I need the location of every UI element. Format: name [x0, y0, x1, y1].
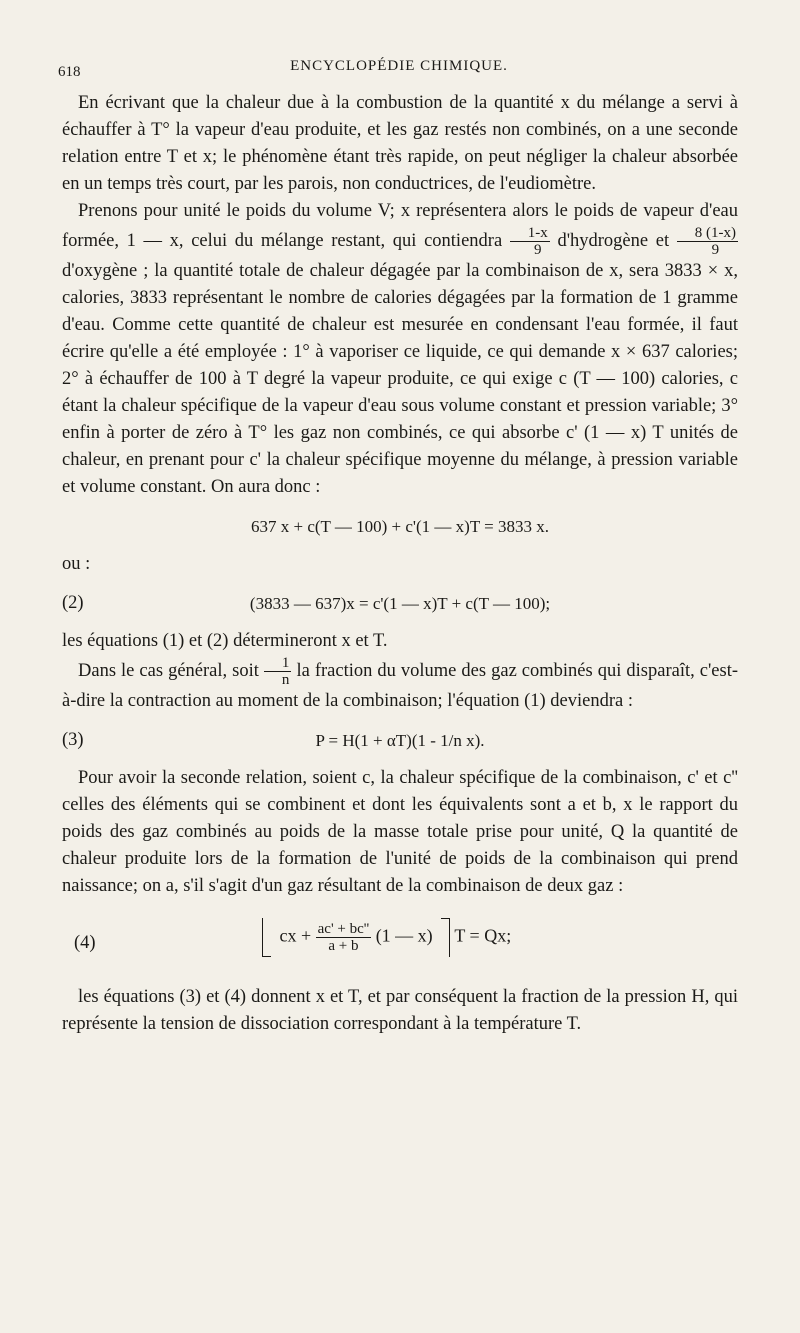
running-title: ENCYCLOPÉDIE CHIMIQUE. — [290, 58, 508, 74]
paragraph-3: les équations (1) et (2) détermineront x et T. — [62, 631, 388, 651]
fraction-denominator: n — [281, 672, 290, 688]
equation-4 — [62, 912, 738, 972]
equation-4-post: (1 — x) — [375, 925, 433, 946]
page-body — [62, 90, 738, 1038]
fraction-denominator: 9 — [534, 242, 542, 258]
equation-4-number: (4) — [74, 933, 96, 953]
paragraph-5: Pour avoir la seconde relation, soient c, la chaleur spécifique de la combinaison, c' et c'' celles des éléments qui se combinent et dont les équivalents sont a et b, x le rapport du poids des gaz combinés au poids de la masse totale prise pour unité, Q la quantité de chaleur produite lors de la formation de l'unité de poids de la combinaison qui prend naissance; on a, s'il s'agit d'un gaz résultant de la combinaison de deux gaz : — [62, 768, 738, 896]
fraction-numerator: 1-x — [510, 225, 550, 242]
left-bracket — [262, 918, 271, 957]
ou-label: ou : — [62, 554, 91, 574]
page-header — [58, 58, 740, 82]
right-bracket — [441, 918, 450, 957]
equation-4-pre: cx + — [279, 925, 312, 946]
paragraph-2-text-b: d'hydrogène et — [557, 230, 670, 251]
fraction-specific-heat — [316, 921, 372, 954]
equation-4-end: T = Qx; — [454, 925, 512, 946]
paragraph-2 — [62, 198, 738, 501]
fraction-denominator: 9 — [711, 242, 720, 258]
paragraph-4 — [62, 655, 738, 715]
paragraph-4-text-a: Dans le cas général, soit — [78, 660, 259, 681]
paragraph-4-text-b: la fraction du volume des gaz combinés qui disparaît, c'est-à-dire la contraction au moment de la combinaison; l'équation (1) deviendra : — [62, 660, 739, 711]
paragraph-6: les équations (3) et (4) donnent x et T, et par conséquent la fraction de la pression H, qui représente la tension de dissociation correspondant à la température T. — [62, 987, 738, 1034]
fraction-hydrogen — [510, 225, 550, 258]
paragraph-1: En écrivant que la chaleur due à la combustion de la quantité x du mélange a servi à échauffer à T° la vapeur d'eau produite, et les gaz restés non combinés, on a une seconde relation entre T et x; le phénomène étant très rapide, on peut négliger la chaleur absorbée en un temps très court, par les parois, non conductrices, de l'eudiomètre. — [62, 93, 738, 194]
equation-1-formula: 637 x + c(T — 100) + c'(1 — x)T = 3833 x. — [251, 517, 549, 536]
paragraph-2-text-a: Prenons pour unité le poids du volume V; x représentera alors le poids de vapeur d'eau formée, 1 — x, celui du mélange restant, qui contiendra — [62, 201, 738, 251]
equation-3-formula: P = H(1 + αT)(1 - 1/n x). — [315, 731, 485, 750]
fraction-denominator: a + b — [328, 938, 359, 954]
fraction-numerator: ac' + bc'' — [317, 921, 370, 937]
equation-4-formula — [262, 918, 511, 957]
paragraph-2-text-c: d'oxygène ; la quantité totale de chaleur dégagée par la combinaison de x, sera 3833 × x, calories, 3833 représentant le nombre de calories dégagées par la formation de 1 gramme d'eau. Comme cette quantité de chaleur est mesurée en condensant l'eau formée, il faut écrire qu'elle a été employée : 1° à vaporiser ce liquide, ce qui demande x × 637 calories; 2° à échauffer de 100 à T degré la vapeur produite, ce qui exige c (T — 100) calories, c étant la chaleur spécifique de la vapeur d'eau sous volume constant et pression variable; 3° enfin à porter de zéro à T° les gaz non combinés, ce qui absorbe c' (1 — x) T unités de chaleur, en prenant pour c' la chaleur spécifique moyenne du mélange, à pression variable et volume constant. On aura donc : — [62, 261, 738, 497]
fraction-oxygen — [677, 225, 738, 258]
equation-1 — [62, 511, 738, 541]
equation-2-formula: (3833 — 637)x = c'(1 — x)T + c(T — 100); — [249, 594, 551, 613]
fraction-numerator: 8 (1-x) — [677, 225, 738, 242]
equation-2 — [62, 588, 738, 618]
fraction-one-over-n — [264, 655, 292, 688]
equation-3-number: (3) — [62, 730, 84, 750]
fraction-numerator: 1 — [264, 655, 292, 672]
equation-3 — [62, 725, 738, 755]
equation-2-number: (2) — [62, 593, 84, 613]
page-number: 618 — [58, 64, 81, 80]
